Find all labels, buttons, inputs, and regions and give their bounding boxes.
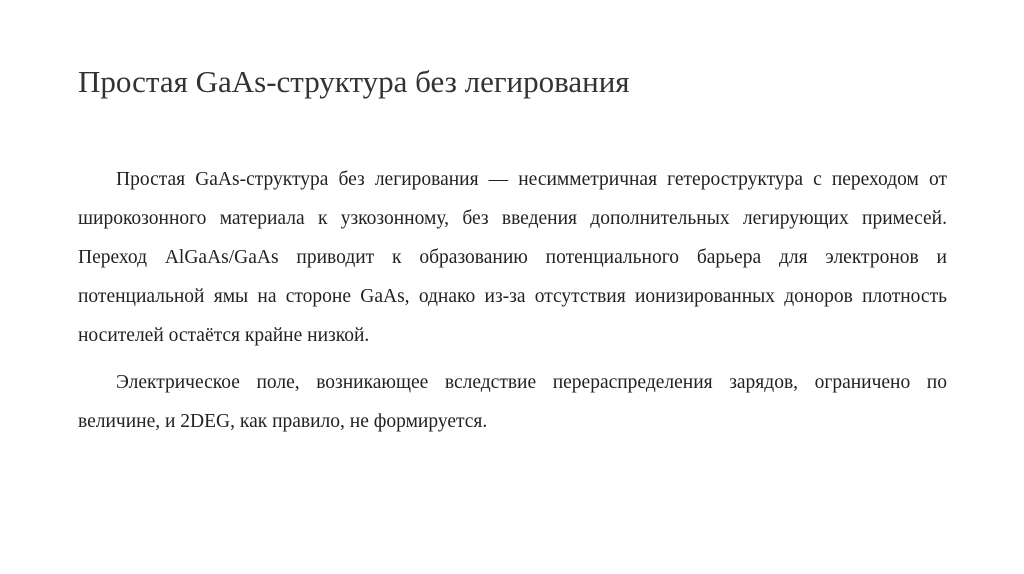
slide-title: Простая GaAs-структура без легирования — [78, 64, 630, 99]
slide-body — [78, 160, 947, 449]
body-paragraph-1: Простая GaAs-структура без легирования — несимметричная гетероструктура с переходом от широкозонного материала к узкозонному, без введения дополнительных легирующих примесей. Переход AlGaAs/GaAs приводит к образованию потенциального барьера для электронов и потенциальной ямы на стороне GaAs, однако из-за отсутствия ионизированных доноров плотность носителей остаётся крайне низкой. — [78, 169, 947, 346]
body-paragraph-2: Электрическое поле, возникающее вследствие перераспределения зарядов, ограничено по величине, и 2DEG, как правило, не формируется. — [78, 372, 947, 432]
